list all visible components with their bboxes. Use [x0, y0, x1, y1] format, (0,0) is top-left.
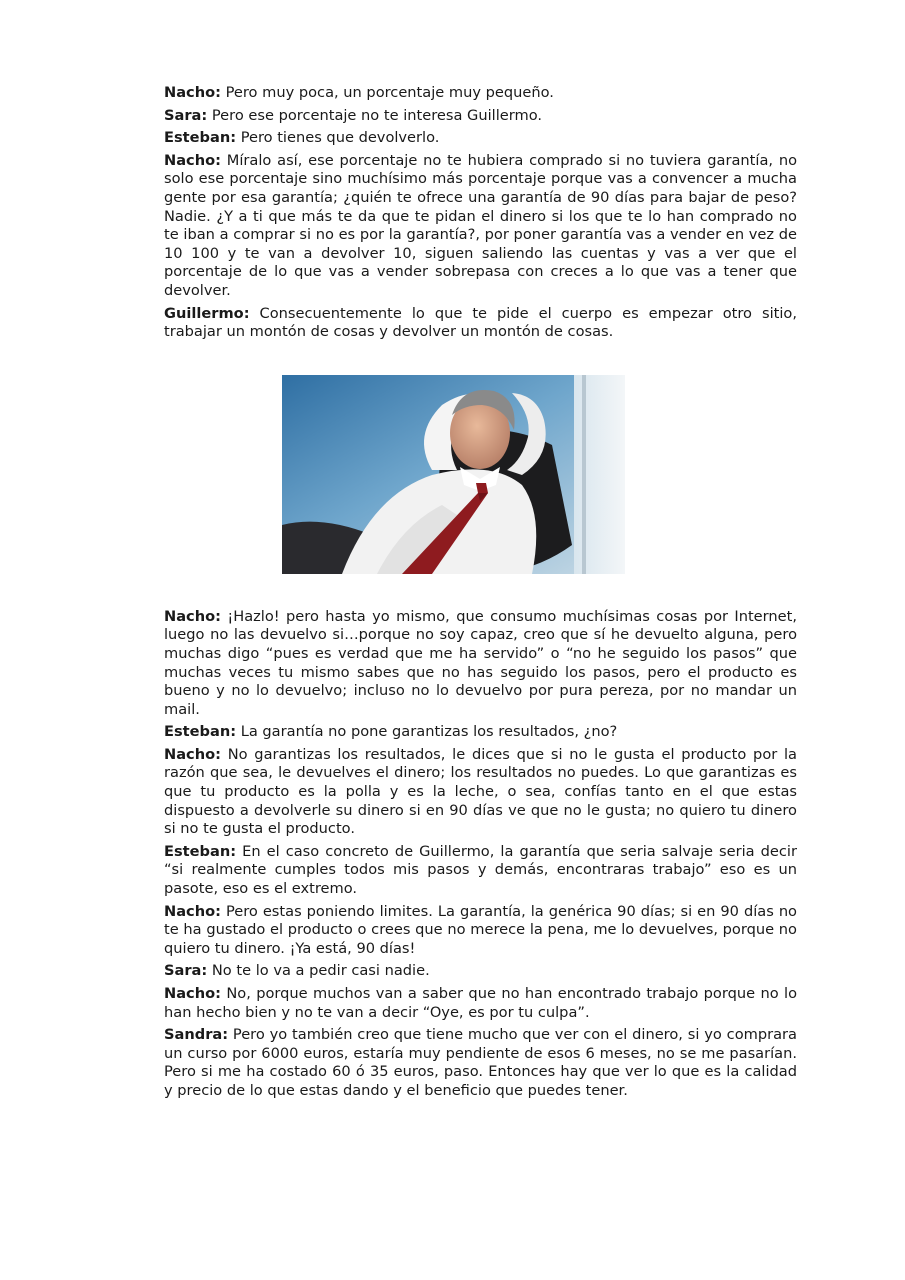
document-page: [164, 84, 797, 1105]
dialogue-line: [164, 84, 797, 103]
speaker-name: Sara:: [164, 106, 208, 124]
dialogue-text: Pero estas poniendo limites. La garantía, la genérica 90 días; si en 90 días no te ha gustado el producto o crees que no merece la pena, me lo devuelves, porque no quiero tu dinero. ¡Ya está, 90 días!: [164, 902, 797, 957]
speaker-name: Esteban:: [164, 842, 237, 860]
dialogue-text: Consecuentemente lo que te pide el cuerpo es empezar otro sitio, trabajar un montón de cosas y devolver un montón de cosas.: [164, 304, 797, 341]
speaker-name: Sandra:: [164, 1026, 229, 1044]
dialogue-line: [164, 903, 797, 959]
dialogue-text: No garantizas los resultados, le dices que si no le gusta el producto por la razón que sea, le devuelves el dinero; los resultados no puedes. Lo que garantizas es que tu producto es la polla y es la leche, o sea, confías tanto en el que estas dispuesto a devolverle su dinero si en 90 días ve que no le gusta; no quiero tu dinero si no te gusta el producto.: [164, 745, 797, 838]
dialogue-text: La garantía no pone garantizas los resultados, ¿no?: [236, 723, 618, 741]
dialogue-text: Pero tienes que devolverlo.: [236, 129, 440, 147]
dialogue-line: [164, 985, 797, 1022]
speaker-name: Nacho:: [164, 84, 221, 101]
dialogue-line: [164, 152, 797, 301]
dialogue-line: [164, 746, 797, 839]
dialogue-line: [164, 962, 797, 981]
dialogue-text: ¡Hazlo! pero hasta yo mismo, que consumo muchísimas cosas por Internet, luego no las devuelvo si…porque no soy capaz, creo que sí he devuelto alguna, pero muchas digo “pues es verdad que me ha servido” o “no he seguido los pasos” que muchas veces tu mismo sabes que no has seguido los pasos, pero el producto es bueno y no lo devuelvo; incluso no lo devuelvo por pura pereza, por no mandar un mail.: [164, 607, 797, 718]
speaker-name: Guillermo:: [164, 304, 250, 322]
dialogue-text: En el caso concreto de Guillermo, la garantía que seria salvaje seria decir “si realmente cumples todos mis pasos y demás, encontraras trabajo” eso es un pasote, eso es el extremo.: [164, 842, 797, 898]
speaker-name: Esteban:: [164, 723, 237, 741]
dialogue-line: [164, 723, 797, 742]
speaker-name: Nacho:: [164, 902, 221, 920]
speaker-name: Nacho:: [164, 607, 221, 625]
dialogue-text: Míralo así, ese porcentaje no te hubiera comprado si no tuviera garantía, no solo ese porcentaje sino muchísimo más porcentaje porque vas a convencer a mucha gente por esa garantía; ¿quién te ofrece una garantía de 90 días para bajar de peso? Nadie. ¿Y a ti que más te da que te pidan el dinero si los que te lo han comprado no te iban a comprar si no es por la garantía?, por poner garantía vas a vender en vez de 10 100 y te van a devolver 10, siguen saliendo las cuentas y vas a ver que el porcentaje de lo que vas a vender sobrepasa con creces a lo que vas a tener que devolver.: [164, 151, 797, 299]
speaker-name: Nacho:: [164, 151, 221, 169]
dialogue-line: [164, 305, 797, 342]
dialogue-text: Pero ese porcentaje no te interesa Guillermo.: [207, 106, 543, 124]
dialogue-line: [164, 129, 797, 148]
dialogue-text: Pero muy poca, un porcentaje muy pequeño.: [220, 84, 554, 101]
dialogue-line: [164, 843, 797, 899]
dialogue-text: No, porque muchos van a saber que no han encontrado trabajo porque no lo han hecho bien y no te van a decir “Oye, es por tu culpa”.: [164, 985, 797, 1021]
speaker-name: Nacho:: [164, 745, 221, 763]
speaker-name: Esteban:: [164, 129, 237, 147]
dialogue-line: [164, 107, 797, 126]
speaker-name: Nacho:: [164, 985, 221, 1002]
dialogue-text: No te lo va a pedir casi nadie.: [207, 962, 430, 980]
relaxed-businessman-photo: [282, 375, 625, 574]
dialogue-line: [164, 1026, 797, 1100]
speaker-name: Sara:: [164, 962, 208, 980]
dialogue-line: [164, 608, 797, 720]
dialogue-text: Pero yo también creo que tiene mucho que ver con el dinero, si yo comprara un curso por 6000 euros, estaría muy pendiente de esos 6 meses, no se me pasarían. Pero si me ha costado 60 ó 35 euros, paso. Entonces hay que ver lo que es la calidad y precio de lo que estas dando y el beneficio que puedes tener.: [164, 1026, 797, 1099]
